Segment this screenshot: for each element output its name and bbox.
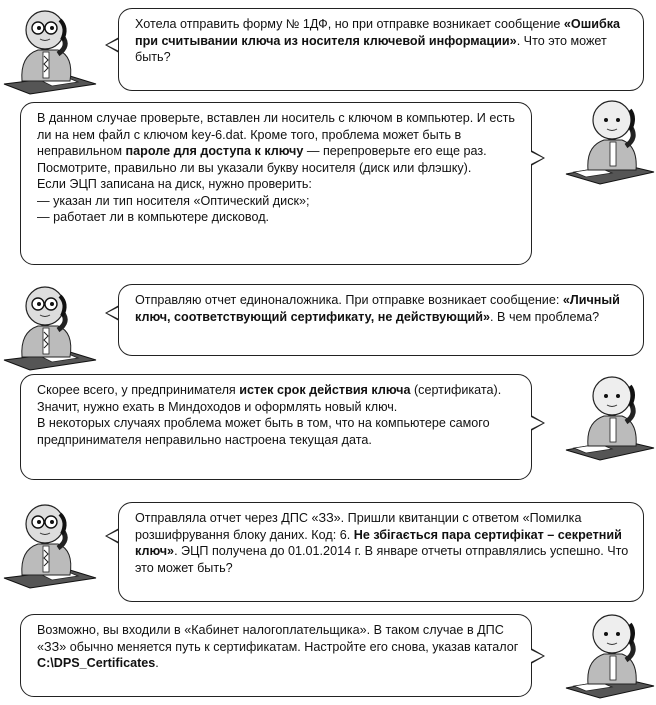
text-segment: Отправляла отчет через ДПС «ЗЗ». Пришли квитанции с ответом «Помилка розшифрування блоку даних. Код: 6. bbox=[135, 511, 582, 542]
question-text-1 bbox=[135, 16, 631, 66]
question-bubble-3 bbox=[118, 502, 644, 602]
text-segment: Возможно, вы входили в «Кабинет налогоплательщика». В таком случае в ДПС «ЗЗ» обычно меняется путь к сертификатам. Настройте его снова, указав каталог bbox=[37, 623, 519, 654]
text-segment: Хотела отправить форму № 1ДФ, но при отправке возникает сообщение bbox=[135, 17, 564, 31]
highlighted-text: пароле для доступа к ключу bbox=[125, 144, 304, 158]
customer-character-illustration bbox=[0, 500, 100, 590]
speech-tail bbox=[531, 415, 545, 431]
text-segment: — указан ли тип носителя «Оптический диск»; bbox=[37, 193, 310, 208]
text-segment: В некоторых случаях проблема может быть в том, что на компьютере самого предпринимателя неправильно настроена текущая дата. bbox=[37, 416, 490, 447]
highlighted-text: «Личный ключ, соответствующий сертификату, не действующий» bbox=[135, 293, 620, 324]
highlighted-text: «Ошибка при считывании ключа из носителя ключевой информации» bbox=[135, 17, 621, 48]
answer-bubble-2 bbox=[20, 374, 532, 480]
answer-bubble-1 bbox=[20, 102, 532, 265]
question-bubble-2 bbox=[118, 284, 644, 356]
text-segment: . Что это может быть? bbox=[135, 33, 607, 64]
text-segment: — работает ли в компьютере дисковод. bbox=[37, 210, 270, 224]
text-segment: (сертификата). Значит, нужно ехать в Миндоходов и оформлять новый ключ. bbox=[37, 383, 502, 414]
question-bubble-1 bbox=[118, 8, 644, 91]
answer-bubble-3 bbox=[20, 614, 532, 697]
highlighted-text: Не збігається пара сертифікат – секретний ключ» bbox=[135, 527, 622, 558]
question-text-3 bbox=[135, 510, 631, 576]
text-segment: — перепроверьте его еще раз. bbox=[303, 144, 487, 158]
answer-text-1 bbox=[37, 110, 519, 226]
text-segment: Посмотрите, правильно ли вы указали букву носителя (диск или флэшку). bbox=[37, 160, 472, 175]
speech-tail bbox=[105, 528, 119, 544]
consultant-character-illustration bbox=[556, 372, 656, 462]
consultant-character-illustration bbox=[556, 96, 656, 186]
text-segment: . ЭЦП получена до 01.01.2014 г. В январе отчеты отправлялись успешно. Что это может быть? bbox=[135, 544, 629, 575]
speech-tail bbox=[531, 150, 545, 166]
text-segment: Отправляю отчет единоналожника. При отправке возникает сообщение: bbox=[135, 293, 563, 307]
text-segment: . bbox=[155, 656, 159, 670]
text-segment: Если ЭЦП записана на диск, нужно проверить: bbox=[37, 177, 312, 191]
customer-character-illustration bbox=[0, 282, 100, 372]
highlighted-text: C:\DPS_Certificates bbox=[37, 656, 156, 670]
speech-tail bbox=[105, 305, 119, 321]
text-segment: . В чем проблема? bbox=[490, 309, 600, 324]
answer-text-3 bbox=[37, 622, 519, 672]
text-segment: Скорее всего, у предпринимателя bbox=[37, 383, 240, 397]
speech-tail bbox=[531, 648, 545, 664]
customer-character-illustration bbox=[0, 6, 100, 96]
answer-text-2 bbox=[37, 382, 519, 448]
highlighted-text: истек срок действия ключа bbox=[239, 383, 411, 397]
speech-tail bbox=[105, 37, 119, 53]
consultant-character-illustration bbox=[556, 610, 656, 700]
text-segment: В данном случае проверьте, вставлен ли носитель с ключом в компьютер. И есть ли на нем файл с ключом key-6.dat. Кроме того, проблема может быть в неправильном bbox=[37, 111, 515, 158]
question-text-2 bbox=[135, 292, 631, 325]
